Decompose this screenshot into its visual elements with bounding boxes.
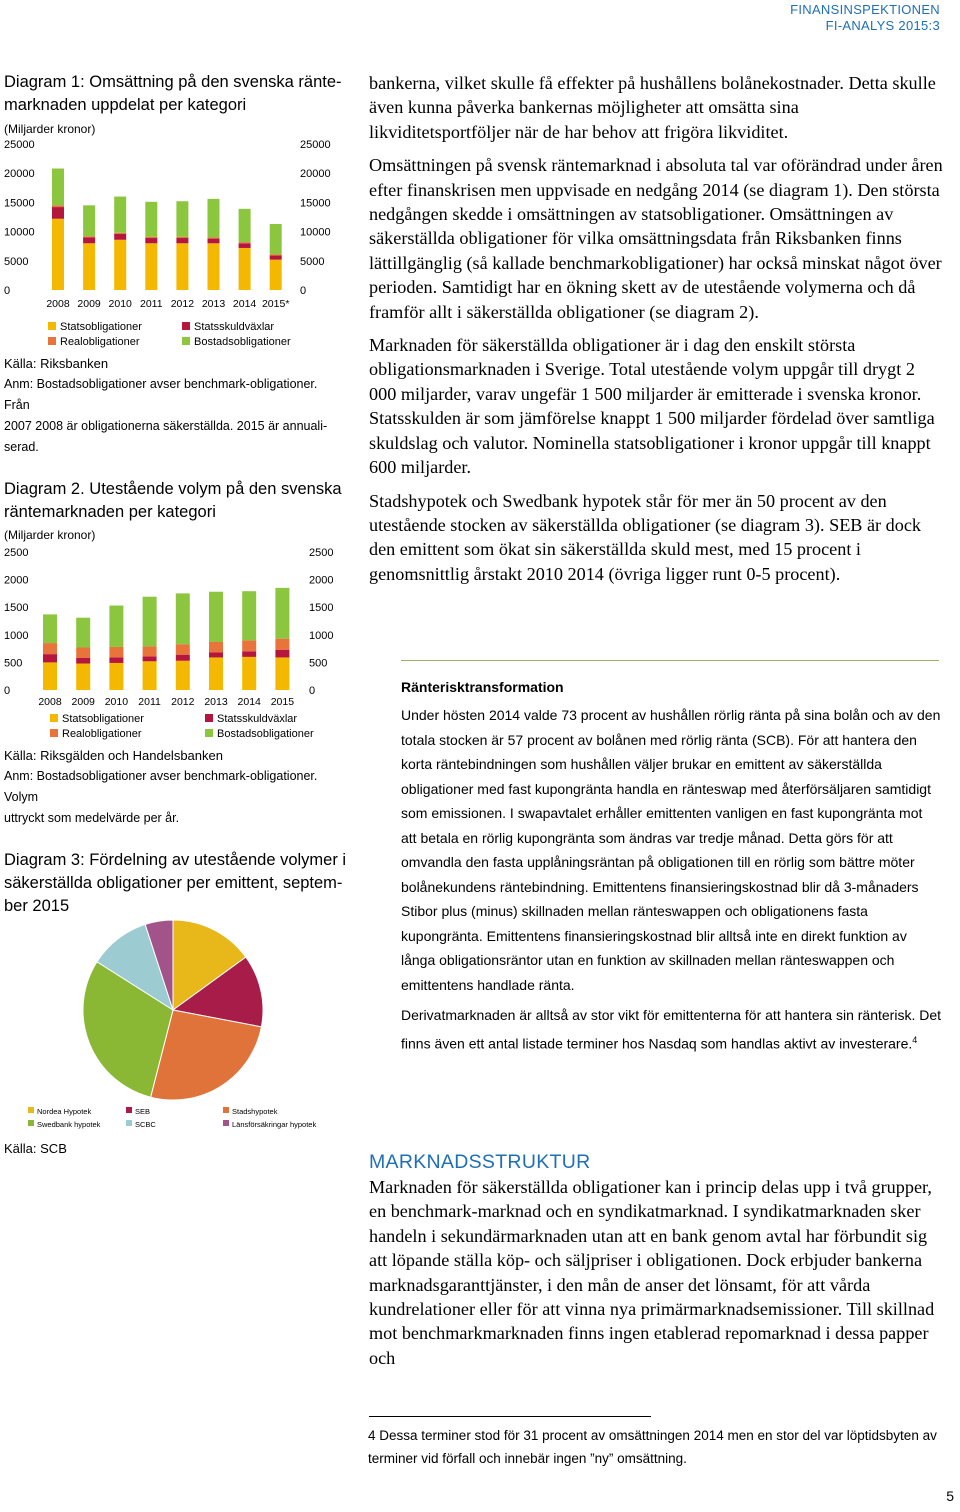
y-tick-label-left: 1500	[4, 602, 29, 615]
diagram1-title-line2: marknaden uppdelat per kategori	[4, 96, 247, 114]
bar-segment	[143, 597, 157, 647]
bar-segment	[143, 646, 157, 656]
legend-swatch-statsskuldvaxlar	[182, 322, 190, 330]
bar-segment	[209, 652, 223, 657]
bar-segment	[76, 618, 90, 648]
legend-swatch-statsskuldvaxlar	[205, 714, 213, 722]
y-tick-label-left: 2500	[4, 547, 29, 559]
legend-label: SEB	[135, 1107, 151, 1116]
bar-segment	[209, 642, 223, 652]
y-tick-label-right: 2500	[309, 547, 334, 559]
x-tick-label: 2010	[108, 298, 132, 310]
bar-segment	[145, 237, 157, 238]
legend-swatch-realobligationer	[50, 729, 58, 737]
y-tick-label-right: 25000	[300, 139, 331, 151]
diagram1-legend	[0, 318, 360, 350]
bar-segment	[83, 243, 95, 290]
footnote-number: 4	[368, 1428, 376, 1443]
diagram2-legend	[0, 710, 360, 742]
y-tick-label-left: 500	[4, 657, 23, 670]
bar-segment	[143, 661, 157, 690]
diagram2-title-line2: räntemarknaden per kategori	[4, 503, 216, 521]
bar-segment	[176, 661, 190, 690]
body-paragraph: bankerna, vilket skulle få effekter på hushållens bolånekostnader. Detta skulle även kunna påverka bankernas möjligheter att omsätta sina likviditetsportföljer när de har behov att frigöra likviditet.	[369, 73, 936, 142]
bar-segment	[52, 207, 64, 219]
bar-segment	[83, 236, 95, 237]
bar-segment	[239, 243, 251, 248]
bar-segment	[176, 238, 188, 243]
diagram3-legend	[0, 1104, 360, 1132]
y-tick-label-right: 500	[309, 657, 328, 670]
diagram3-title-line1: Diagram 3: Fördelning av utestående volymer i	[4, 851, 347, 869]
legend-label: Statsskuldväxlar	[194, 321, 275, 333]
x-tick-label: 2010	[104, 696, 129, 708]
y-tick-label-left: 5000	[4, 255, 29, 268]
legend-label: Statsskuldväxlar	[217, 713, 298, 725]
y-tick-label-right: 20000	[300, 168, 331, 181]
bar-segment	[43, 654, 57, 662]
body-paragraph: Omsättningen på svensk räntemarknad i absoluta tal var oförändrad under åren efter finanskrisen men uppvisade en nedgång 2014 (se diagram 1). Den största nedgången skedde i omsättningen av statsobligationer. Omsättningen av säkerställda obligationer för vilka omsättningsdata från Riksbanken finns lättillgänglig (så kallade benchmarkobligationer) har också minskat något över perioden. Samtidigt har en ökning skett av de utestående volymerna och då framför allt i säkerställda obligationer (se diagram 2).	[369, 155, 943, 322]
legend-label: Bostadsobligationer	[194, 336, 291, 348]
header-org: FINANSINSPEKTIONEN	[790, 2, 940, 17]
bar-segment	[239, 242, 251, 243]
diagram2-unit: (Miljarder kronor)	[4, 528, 96, 542]
bar-segment	[275, 588, 289, 639]
y-tick-label-right: 5000	[300, 255, 325, 268]
diagram3-source: Källa: SCB	[4, 1141, 67, 1156]
y-tick-label-right: 2000	[309, 574, 334, 587]
section-text: Marknaden för säkerställda obligationer kan i princip delas upp i två grupper, en benchmark-marknad och en syndikatmarknad. I syndikatmarknaden sker handeln i sekundärmarknaden utan att en bank genom avtal har förbundit sig att löpande ställa köp- och säljpriser i obligationen. Dock erbjuder bankerna marknadsgaranttjänster, i den mån de anser det lönsamt, för att vårda kundrelationer eller för att vinna nya primärmarknadsemissioner. Till skillnad mot benchmarkmarknaden finns ingen etablerad repomarknad i dessa papper och	[369, 1177, 935, 1368]
bar-segment	[242, 591, 256, 640]
x-tick-label: 2012	[171, 696, 195, 708]
diagram2-note-line1: Anm: Bostadsobligationer avser benchmark-obligationer. Volym	[4, 769, 318, 804]
diagram2-source: Källa: Riksgälden och Handelsbanken	[4, 748, 223, 763]
footnote-text: Dessa terminer stod för 31 procent av omsättningen 2014 men en stor del var löptidsbyten av terminer vid förfall och innebär ingen ”ny” omsättning.	[368, 1428, 937, 1466]
y-tick-label-right: 0	[309, 685, 316, 697]
fact-box-paragraph: Under hösten 2014 valde 73 procent av hushållen rörlig ränta på sina bolån och av den totala stocken är 57 procent av bolånen med rörlig ränta (SCB). För att hantera den korta räntebindningen som hushållen väljer brukar en emittent av säkerställda obligationer med fast kupongränta handla en ränteswap med återförsäljaren samtidigt som emissionen. I swapavtalet erhåller emittenten vanligen en fast kupongränta mot att betala en rörlig kupongränta som ändras var tredje månad. Detta görs för att omvandla den fasta upplåningsräntan på obligationen till en rörlig som bättre möter bolånekundens räntebindning. Emittentens finansieringskostnad blir då 3-månaders Stibor plus (minus) skillnaden mellan ränteswappen och obligationens fasta kupongränta. Emittentens finansieringskostnad blir alltså inte en direkt funktion av långa obligationsräntor utan en funktion av skillnaden mellan ränteswappen och emittentens handlade ränta.	[401, 707, 941, 993]
diagram1-chart	[0, 130, 360, 320]
body-paragraph: Stadshypotek och Swedbank hypotek står för mer än 50 procent av den utestående stocken av säkerställda obligationer (se diagram 3). SEB är dock den emittent som ökat sin säkerställda skuld mest, med 15 procent i genomsnittlig årstakt 2010 2014 (övriga ligger runt 0-5 procent).	[369, 490, 922, 584]
bar-segment	[52, 169, 64, 206]
fact-box-paragraph	[401, 1003, 941, 1056]
legend-swatch-scbc	[126, 1120, 132, 1126]
bar-segment	[208, 239, 220, 244]
x-tick-label: 2009	[71, 696, 95, 708]
bar-segment	[270, 260, 282, 290]
diagram2-title-line1: Diagram 2. Utestående volym på den svenska	[4, 480, 342, 498]
legend-label: Statsobligationer	[60, 321, 142, 333]
diagram1-title	[4, 71, 342, 117]
legend-label: Stadshypotek	[232, 1107, 278, 1116]
diagram1-note-line2: 2007 2008 är obligationerna säkerställda. 2015 är annuali-	[4, 419, 328, 433]
diagram2-note	[4, 766, 344, 829]
bar-segment	[83, 205, 95, 236]
bar-segment	[143, 656, 157, 661]
bar-segment	[275, 657, 289, 690]
bar-segment	[270, 256, 282, 260]
bar-segment	[76, 658, 90, 664]
bar-segment	[242, 651, 256, 657]
legend-label: Nordea Hypotek	[37, 1107, 92, 1116]
x-tick-label: 2014	[232, 298, 257, 310]
bar-segment	[270, 224, 282, 254]
diagram3-title-line3: ber 2015	[4, 897, 70, 915]
bar-segment	[239, 248, 251, 290]
bar-segment	[114, 197, 126, 233]
x-tick-label: 2011	[140, 298, 163, 310]
diagram1-unit: (Miljarder kronor)	[4, 122, 96, 136]
body-paragraph: Marknaden för säkerställda obligationer är i dag den enskilt största obligationsmarknaden i Sverige. Total utestående volym uppgår till drygt 2 000 miljarder, varav ungefär 1 500 miljarder är emitterade i svenska kronor. Statsskulden är som jämförelse knappt 1 500 miljarder fördelad över samtliga skuldslag och valutor. Nominella statsobligationer i kronor uppgår till knappt 600 miljarder.	[369, 335, 935, 478]
y-tick-label-right: 1000	[309, 629, 334, 642]
x-tick-label: 2013	[204, 696, 228, 708]
legend-label: Bostadsobligationer	[217, 728, 314, 740]
bar-segment	[176, 593, 190, 644]
diagram1-note	[4, 374, 344, 458]
y-tick-label-left: 10000	[4, 226, 35, 239]
footnote	[368, 1424, 948, 1470]
legend-swatch-stadshypotek	[223, 1107, 229, 1113]
footnote-reference[interactable]: 4	[912, 1034, 918, 1045]
bar-segment	[114, 234, 126, 240]
fact-box-p2-text: Derivatmarknaden är alltså av stor vikt för emittenterna för att hantera sin ränterisk. Det finns även ett antal listade terminer hos Nasdaq som handlas aktivt av investerare.	[401, 1007, 942, 1052]
legend-swatch-nordea	[28, 1107, 34, 1113]
bar-segment	[209, 657, 223, 690]
bar-segment	[76, 647, 90, 657]
legend-label: Realobligationer	[62, 728, 142, 740]
page-number: 5	[946, 1488, 954, 1504]
diagram1-note-line3: serad.	[4, 440, 39, 454]
bar-segment	[270, 254, 282, 255]
bar-segment	[176, 644, 190, 654]
y-tick-label-right: 15000	[300, 197, 331, 210]
diagram1-note-line1: Anm: Bostadsobligationer avser benchmark-obligationer. Från	[4, 377, 318, 412]
x-tick-label: 2014	[237, 696, 261, 708]
bar-segment	[114, 240, 126, 290]
bar-segment	[208, 237, 220, 238]
fact-box-rule	[401, 660, 939, 661]
legend-swatch-bostadsobligationer	[205, 729, 213, 737]
y-tick-label-left: 20000	[4, 168, 35, 181]
y-tick-label-right: 1500	[309, 602, 334, 615]
bar-segment	[52, 205, 64, 207]
bar-segment	[43, 614, 57, 643]
diagram2-title	[4, 478, 342, 524]
x-tick-label: 2015*	[261, 298, 290, 310]
diagram2-note-line2: uttryckt som medelvärde per år.	[4, 811, 180, 825]
y-tick-label-left: 1000	[4, 629, 29, 642]
legend-label: Realobligationer	[60, 336, 140, 348]
bar-segment	[109, 647, 123, 657]
page-header	[790, 2, 940, 34]
y-tick-label-left: 15000	[4, 197, 35, 210]
x-tick-label: 2008	[38, 696, 62, 708]
y-tick-label-left: 2000	[4, 574, 29, 587]
bar-segment	[208, 243, 220, 290]
bar-segment	[176, 201, 188, 237]
header-report: FI-ANALYS 2015:3	[825, 18, 940, 33]
x-tick-label: 2012	[170, 298, 195, 310]
bar-segment	[109, 606, 123, 647]
bar-segment	[109, 657, 123, 663]
legend-swatch-swedbank	[28, 1120, 34, 1126]
y-tick-label-right: 0	[300, 285, 307, 297]
x-tick-label: 2009	[77, 298, 101, 310]
legend-label: Statsobligationer	[62, 713, 144, 725]
fact-box	[401, 660, 941, 1062]
bar-segment	[145, 243, 157, 290]
bar-segment	[209, 592, 223, 642]
bar-segment	[176, 237, 188, 238]
body-text	[369, 71, 944, 595]
bar-segment	[242, 640, 256, 651]
legend-swatch-seb	[126, 1107, 132, 1113]
bar-segment	[208, 199, 220, 238]
footnote-rule	[369, 1416, 651, 1417]
x-tick-label: 2011	[138, 696, 161, 708]
bar-segment	[83, 237, 95, 243]
legend-swatch-statsobligationer	[50, 714, 58, 722]
y-tick-label-left: 0	[4, 285, 11, 297]
bar-segment	[109, 663, 123, 690]
bar-segment	[52, 219, 64, 290]
legend-label: Swedbank hypotek	[37, 1120, 101, 1129]
bar-segment	[145, 238, 157, 243]
diagram3-title-line2: säkerställda obligationer per emittent, septem-	[4, 874, 343, 892]
bar-segment	[239, 209, 251, 242]
bar-segment	[145, 202, 157, 237]
bar-segment	[43, 643, 57, 654]
bar-segment	[176, 655, 190, 661]
legend-swatch-bostadsobligationer	[182, 337, 190, 345]
diagram3-title	[4, 849, 346, 918]
diagram1-title-line1: Diagram 1: Omsättning på den svenska ränte-	[4, 73, 342, 91]
legend-label: SCBC	[135, 1120, 156, 1129]
legend-label: Länsförsäkringar hypotek	[232, 1120, 317, 1129]
bar-segment	[43, 662, 57, 690]
bar-segment	[176, 243, 188, 290]
y-tick-label-left: 0	[4, 685, 11, 697]
bar-segment	[275, 639, 289, 650]
bar-segment	[114, 233, 126, 234]
x-tick-label: 2008	[46, 298, 70, 310]
legend-swatch-lansforsakringar	[223, 1120, 229, 1126]
y-tick-label-left: 25000	[4, 139, 35, 151]
legend-swatch-statsobligationer	[48, 322, 56, 330]
bar-segment	[242, 657, 256, 690]
y-tick-label-right: 10000	[300, 226, 331, 239]
bar-segment	[275, 650, 289, 658]
fact-box-title: Ränterisktransformation	[401, 679, 564, 695]
diagram1-source: Källa: Riksbanken	[4, 356, 109, 371]
x-tick-label: 2013	[201, 298, 226, 310]
diagram3-chart	[0, 915, 360, 1110]
x-tick-label: 2015	[270, 696, 295, 708]
section-heading-visible: MARKNADSSTRUKTUR	[369, 1151, 591, 1173]
diagram2-chart	[0, 538, 360, 712]
bar-segment	[76, 664, 90, 690]
legend-swatch-realobligationer	[48, 337, 56, 345]
